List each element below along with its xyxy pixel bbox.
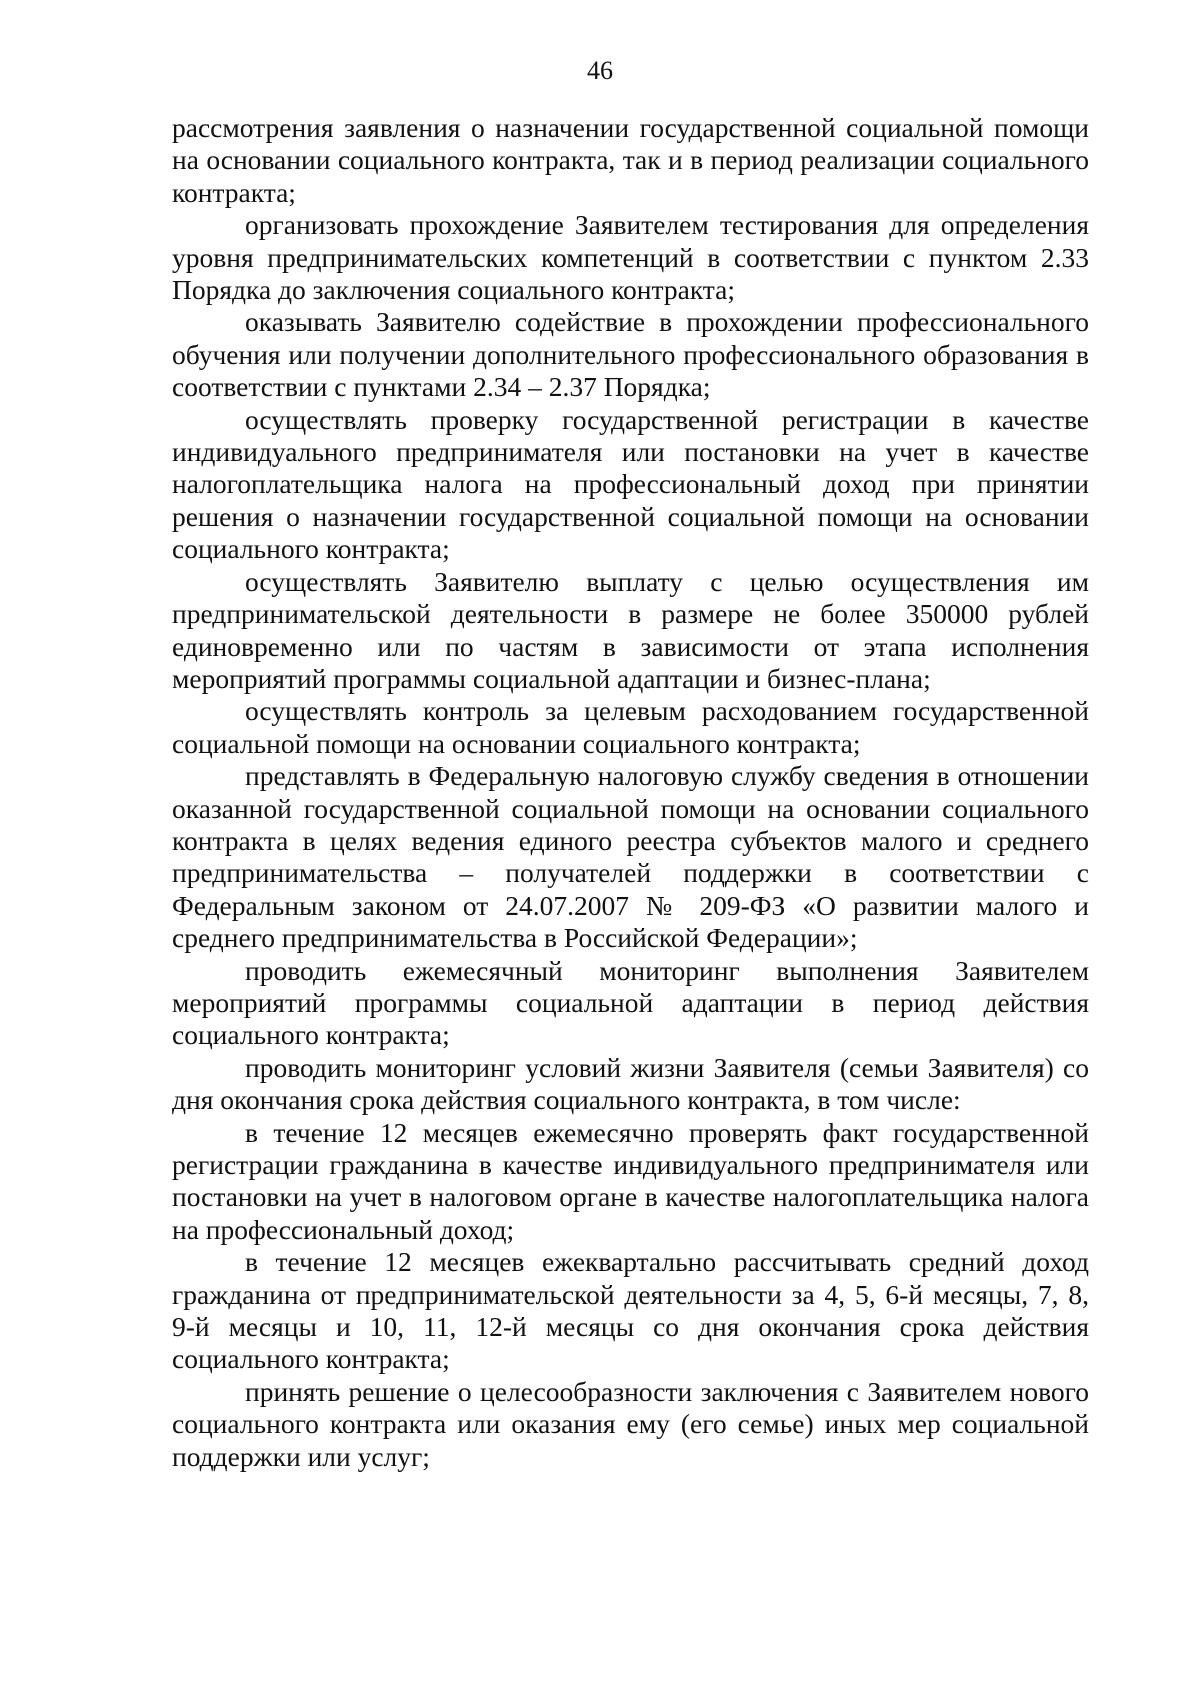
paragraph: организовать прохождение Заявителем тестирования для определения уровня предпринимательских компетенций в соответствии с пунктом 2.33 Порядка до заключения социального контракта;	[172, 209, 1089, 306]
paragraph: принять решение о целесообразности заключения с Заявителем нового социального контракта или оказания ему (его семье) иных мер социальной поддержки или услуг;	[172, 1375, 1089, 1472]
paragraph: осуществлять контроль за целевым расходованием государственной социальной помощи на основании социального контракта;	[172, 695, 1089, 759]
paragraph: осуществлять Заявителю выплату с целью осуществления им предпринимательской деятельности в размере не более 350000 рублей единовременно или по частям в зависимости от этапа исполнения мероприятий программы социальной адаптации и бизнес-плана;	[172, 565, 1089, 694]
paragraph: проводить ежемесячный мониторинг выполнения Заявителем мероприятий программы социальной адаптации в период действия социального контракта;	[172, 954, 1089, 1051]
paragraph: в течение 12 месяцев ежемесячно проверять факт государственной регистрации гражданина в качестве индивидуального предпринимателя или постановки на учет в налоговом органе в качестве налогоплательщика налога на профессиональный доход;	[172, 1116, 1089, 1245]
paragraph: оказывать Заявителю содействие в прохождении профессионального обучения или получении дополнительного профессионального образования в соответствии с пунктами 2.34 – 2.37 Порядка;	[172, 306, 1089, 403]
paragraph: проводить мониторинг условий жизни Заявителя (семьи Заявителя) со дня окончания срока действия социального контракта, в том числе:	[172, 1051, 1089, 1116]
page-number: 46	[587, 56, 613, 85]
document-body	[172, 112, 1089, 1473]
paragraph: рассмотрения заявления о назначении государственной социальной помощи на основании социального контракта, так и в период реализации социального контракта;	[172, 112, 1089, 208]
paragraph: представлять в Федеральную налоговую службу сведения в отношении оказанной государственной социальной помощи на основании социального контракта в целях ведения единого реестра субъектов малого и среднего предпринимательства – получателей поддержки в соответствии с Федеральным законом от 24.07.2007 № 209-ФЗ «О развитии малого и среднего предпринимательства в Российской Федерации»;	[172, 760, 1089, 954]
paragraph: осуществлять проверку государственной регистрации в качестве индивидуального предпринимателя или постановки на учет в качестве налогоплательщика налога на профессиональный доход при принятии решения о назначении государственной социальной помощи на основании социального контракта;	[172, 403, 1089, 565]
paragraph: в течение 12 месяцев ежеквартально рассчитывать средний доход гражданина от предпринимательской деятельности за 4, 5, 6-й месяцы, 7, 8, 9-й месяцы и 10, 11, 12-й месяцы со дня окончания срока действия социального контракта;	[172, 1246, 1089, 1375]
